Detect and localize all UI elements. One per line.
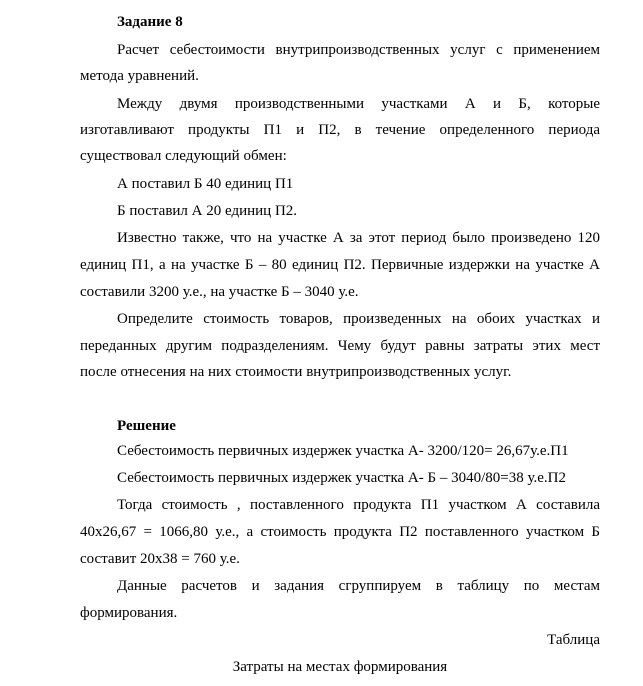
then-line-3: составит 20х38 = 760 у.е. [80,551,240,567]
exchange-line-1: А поставил Б 40 единиц П1 [117,176,294,192]
then-line-1: Тогда стоимость , поставленного продукта П1 участком А составила [117,497,600,513]
group-line-2: формирования. [80,605,178,621]
question-line-1: Определите стоимость товаров, произведенных на обоих участках и [117,311,600,327]
question-line-3: после отнесения на них стоимости внутрипроизводственных услуг. [80,364,512,380]
paragraph2-line-1: Известно также, что на участке А за этот период было произведено 120 [117,230,600,246]
task-heading: Задание 8 [117,14,183,30]
paragraph1-line-2: изготавливают продукты П1 и П2, в течение определенного периода [80,122,600,138]
paragraph2-line-3: составили 3200 у.е., на участке Б – 3040 у.е. [80,284,359,300]
then-line-2: 40х26,67 = 1066,80 у.е., а стоимость продукта П2 поставленного участком Б [80,524,600,540]
paragraph1-line-3: существовал следующий обмен: [80,148,287,164]
solution-heading: Решение [117,418,176,434]
table-label: Таблица [547,632,600,648]
group-line-1: Данные расчетов и задания сгруппируем в таблицу по местам [117,578,600,594]
cost-line-2: Себестоимость первичных издержек участка А- Б – 3040/80=38 у.е.П2 [117,470,566,486]
task-intro-line-2: метода уравнений. [80,68,199,84]
cost-line-1: Себестоимость первичных издержек участка А- 3200/120= 26,67у.е.П1 [117,443,569,459]
paragraph2-line-2: единиц П1, а на участке Б – 80 единиц П2. Первичные издержки на участке А [80,257,600,273]
exchange-line-2: Б поставил А 20 единиц П2. [117,203,298,219]
paragraph1-line-1: Между двумя производственными участками А и Б, которые [117,96,600,112]
task-intro-line-1: Расчет себестоимости внутрипроизводственных услуг с применением [117,42,600,58]
table-title: Затраты на местах формирования [232,659,448,675]
question-line-2: переданных другим подразделениям. Чему будут равны затраты этих мест [80,338,600,354]
